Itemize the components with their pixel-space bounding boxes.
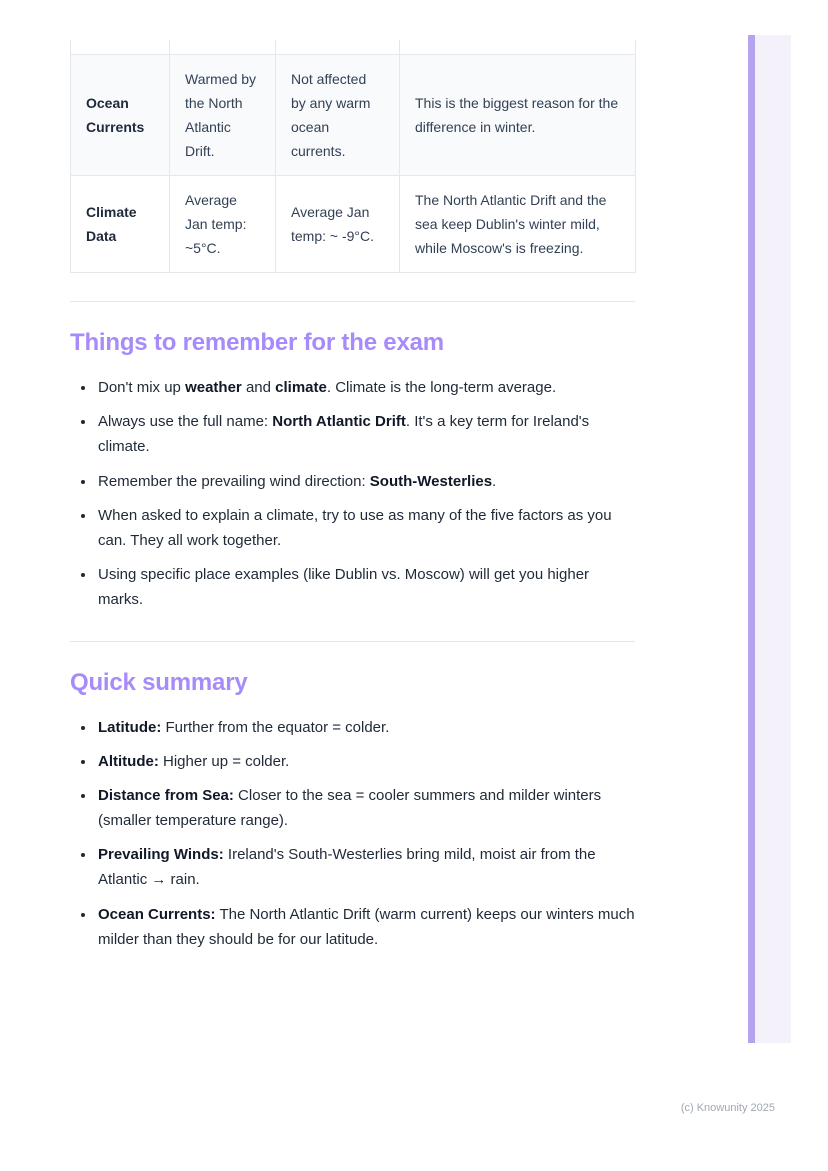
- section-quick-summary: [70, 669, 635, 953]
- section-divider: [70, 641, 635, 642]
- table-cell: Average Jan temp: ~5°C.: [170, 175, 276, 272]
- bullet-bold-text: North Atlantic Drift: [272, 413, 406, 431]
- bullet-bold-text: Prevailing Winds:: [98, 846, 224, 864]
- right-margin-panel: [755, 35, 791, 1043]
- bullet-text: The North Atlantic Drift (warm current) keeps our winters much milder than they should be for our latitude.: [98, 905, 635, 948]
- bullet-item: [96, 715, 635, 740]
- bullet-bold-text: Latitude:: [98, 718, 162, 736]
- scrollbar-thumb[interactable]: [748, 35, 755, 1043]
- table-cell-clipped: [276, 40, 400, 54]
- section-divider: [70, 301, 635, 302]
- bullet-text: Ireland's South-Westerlies bring mild, moist air from the Atlantic → rain.: [98, 846, 596, 889]
- table-cell: Not affected by any warm ocean currents.: [276, 54, 400, 175]
- bullet-bold-text: South-Westerlies: [369, 472, 493, 490]
- bullet-item: [96, 783, 635, 833]
- bullet-item: [96, 562, 635, 612]
- bullet-item: [96, 375, 635, 400]
- bullet-text: Don't mix up: [98, 379, 186, 397]
- row-header: Climate Data: [71, 175, 170, 272]
- table-cell-clipped: [170, 40, 276, 54]
- bullet-text: Using specific place examples (like Dublin vs. Moscow) will get you higher marks.: [98, 566, 590, 609]
- table-cell: This is the biggest reason for the difference in winter.: [400, 54, 636, 175]
- bullet-bold-text: climate: [275, 379, 327, 397]
- table-cell: Warmed by the North Atlantic Drift.: [170, 54, 276, 175]
- bullet-item: [96, 469, 635, 494]
- section-exam-tips: [70, 329, 635, 613]
- row-header: Ocean Currents: [71, 54, 170, 175]
- bullet-bold-text: Ocean Currents:: [98, 905, 216, 923]
- climate-comparison-table: [70, 40, 636, 273]
- section-title: Things to remember for the exam: [70, 329, 444, 357]
- bullet-bold-text: Altitude:: [98, 752, 159, 770]
- table-row: [71, 54, 636, 175]
- table-row-clipped: [71, 40, 636, 54]
- bullet-bold-text: weather: [185, 379, 242, 397]
- bullet-text: .: [492, 472, 497, 490]
- bullet-text: . Climate is the long-term average.: [326, 379, 557, 397]
- bullet-text: Always use the full name:: [98, 413, 273, 431]
- bullet-text: Remember the prevailing wind direction:: [98, 472, 370, 490]
- bullet-list: [70, 715, 635, 953]
- bullet-item: [96, 409, 635, 459]
- document-content: [70, 40, 635, 961]
- table-row: [71, 175, 636, 272]
- bullet-text: Further from the equator = colder.: [161, 718, 390, 736]
- bullet-item: [96, 842, 635, 892]
- table-cell: Average Jan temp: ~ -9°C.: [276, 175, 400, 272]
- bullet-text: . It's a key term for Ireland's climate.: [98, 413, 590, 456]
- table-cell: The North Atlantic Drift and the sea keep Dublin's winter mild, while Moscow's is freezing.: [400, 175, 636, 272]
- bullet-text: When asked to explain a climate, try to use as many of the five factors as you can. They all work together.: [98, 506, 612, 549]
- bullet-text: and: [241, 379, 276, 397]
- bullet-item: [96, 902, 635, 952]
- table-cell-clipped: [71, 40, 170, 54]
- bullet-item: [96, 503, 635, 553]
- bullet-list: [70, 375, 635, 613]
- bullet-text: Closer to the sea = cooler summers and milder winters (smaller temperature range).: [98, 786, 602, 830]
- section-title: Quick summary: [70, 668, 248, 696]
- bullet-bold-text: Distance from Sea:: [98, 786, 234, 804]
- copyright-footer: (c) Knowunity 2025: [680, 1102, 775, 1114]
- bullet-text: Higher up = colder.: [158, 752, 290, 770]
- bullet-item: [96, 749, 635, 774]
- table-cell-clipped: [400, 40, 636, 54]
